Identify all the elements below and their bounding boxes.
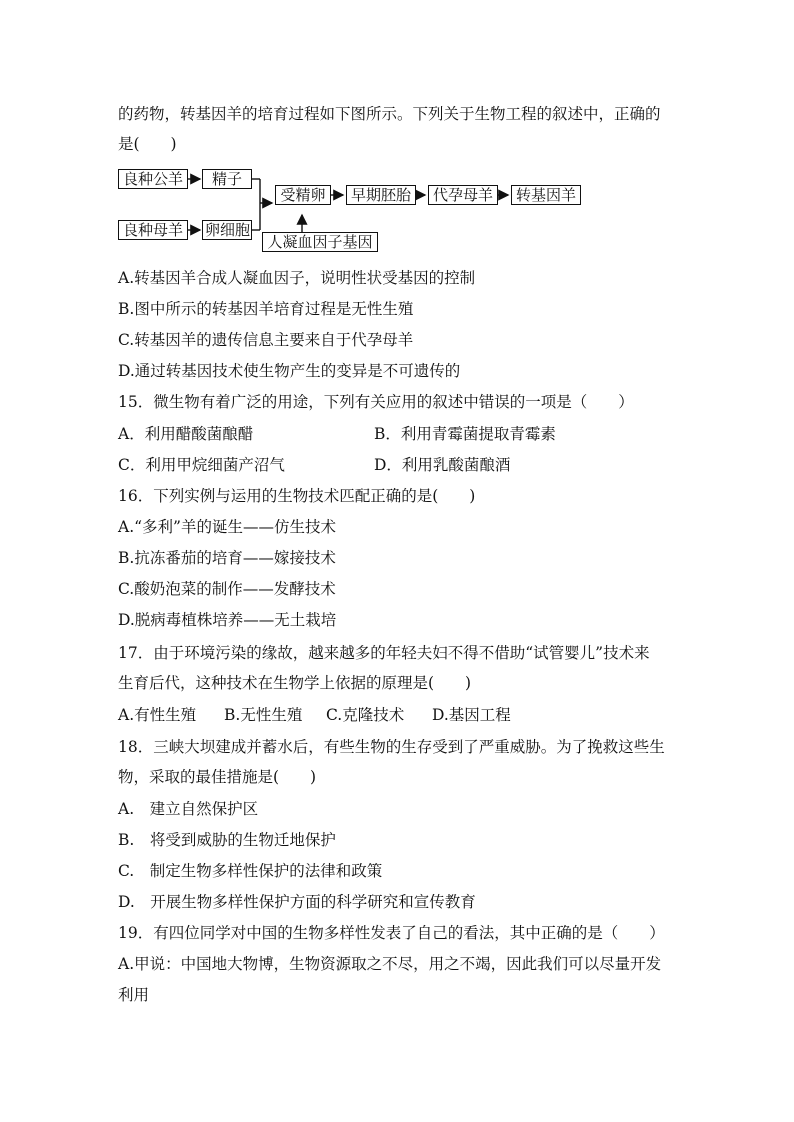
- q15-option-a: A．利用醋酸菌酿醋: [118, 425, 254, 443]
- q17-option-a: A.有性生殖: [118, 706, 197, 724]
- q15-stem: 15．微生物有着广泛的用途，下列有关应用的叙述中错误的一项是（ ）: [118, 393, 634, 411]
- q15-option-b: B．利用青霉菌提取青霉素: [374, 425, 556, 443]
- q19-option-a-line2: 利用: [118, 986, 150, 1004]
- box-transgenic-sheep: 转基因羊: [511, 185, 581, 205]
- box-early-embryo: 早期胚胎: [346, 185, 416, 205]
- box-human-clotting-factor-gene: 人凝血因子基因: [262, 232, 378, 252]
- q18-stem-line2: 物，采取的最佳措施是( ): [118, 768, 317, 786]
- q18-stem-line1: 18．三峡大坝建成并蓄水后，有些生物的生存受到了严重威胁。为了挽救这些生: [118, 738, 665, 756]
- transgenic-sheep-flowchart: [118, 160, 588, 252]
- box-surrogate-ewe: 代孕母羊: [428, 185, 498, 205]
- q16-stem: 16．下列实例与运用的生物技术匹配正确的是( ): [118, 487, 476, 505]
- q17-stem-line1: 17．由于环境污染的缘故，越来越多的年轻夫妇不得不借助“试管婴儿”技术来: [118, 644, 650, 662]
- q16-option-a: A.“多利”羊的诞生——仿生技术: [118, 518, 336, 536]
- q14-option-d: D.通过转基因技术使生物产生的变异是不可遗传的: [118, 362, 461, 380]
- q14-option-c: C.转基因羊的遗传信息主要来自于代孕母羊: [118, 331, 414, 349]
- q15-option-d: D．利用乳酸菌酿酒: [374, 456, 511, 474]
- q17-option-b: B.无性生殖: [224, 706, 303, 724]
- q15-option-c: C．利用甲烷细菌产沼气: [118, 456, 285, 474]
- q16-option-d: D.脱病毒植株培养——无土栽培: [118, 611, 337, 629]
- q18-option-d: D. 开展生物多样性保护方面的科学研究和宣传教育: [118, 893, 476, 911]
- q16-option-c: C.酸奶泡菜的制作——发酵技术: [118, 580, 336, 598]
- box-superior-ram: 良种公羊: [118, 169, 188, 189]
- box-superior-ewe: 良种母羊: [118, 220, 188, 240]
- q18-option-c: C. 制定生物多样性保护的法律和政策: [118, 862, 383, 880]
- box-egg-cell: 卵细胞: [202, 220, 252, 240]
- box-zygote: 受精卵: [275, 185, 331, 205]
- q17-option-c: C.克隆技术: [326, 706, 405, 724]
- q14-option-b: B.图中所示的转基因羊培育过程是无性生殖: [118, 300, 414, 318]
- q18-option-a: A. 建立自然保护区: [118, 800, 259, 818]
- question-14-stem-line1: 的药物，转基因羊的培育过程如下图所示。下列关于生物工程的叙述中，正确的: [118, 105, 661, 123]
- question-14-stem-line2: 是( ): [118, 135, 177, 153]
- q14-option-a: A.转基因羊合成人凝血因子，说明性状受基因的控制: [118, 269, 476, 287]
- box-sperm: 精子: [202, 169, 252, 189]
- q16-option-b: B.抗冻番茄的培育——嫁接技术: [118, 549, 336, 567]
- q19-option-a-line1: A.甲说：中国地大物博，生物资源取之不尽，用之不竭，因此我们可以尽量开发: [118, 955, 662, 973]
- q17-stem-line2: 生育后代，这种技术在生物学上依据的原理是( ): [118, 674, 472, 692]
- q18-option-b: B. 将受到威胁的生物迁地保护: [118, 831, 336, 849]
- q19-stem: 19．有四位同学对中国的生物多样性发表了自己的看法，其中正确的是（ ）: [118, 924, 665, 942]
- q17-option-d: D.基因工程: [432, 706, 511, 724]
